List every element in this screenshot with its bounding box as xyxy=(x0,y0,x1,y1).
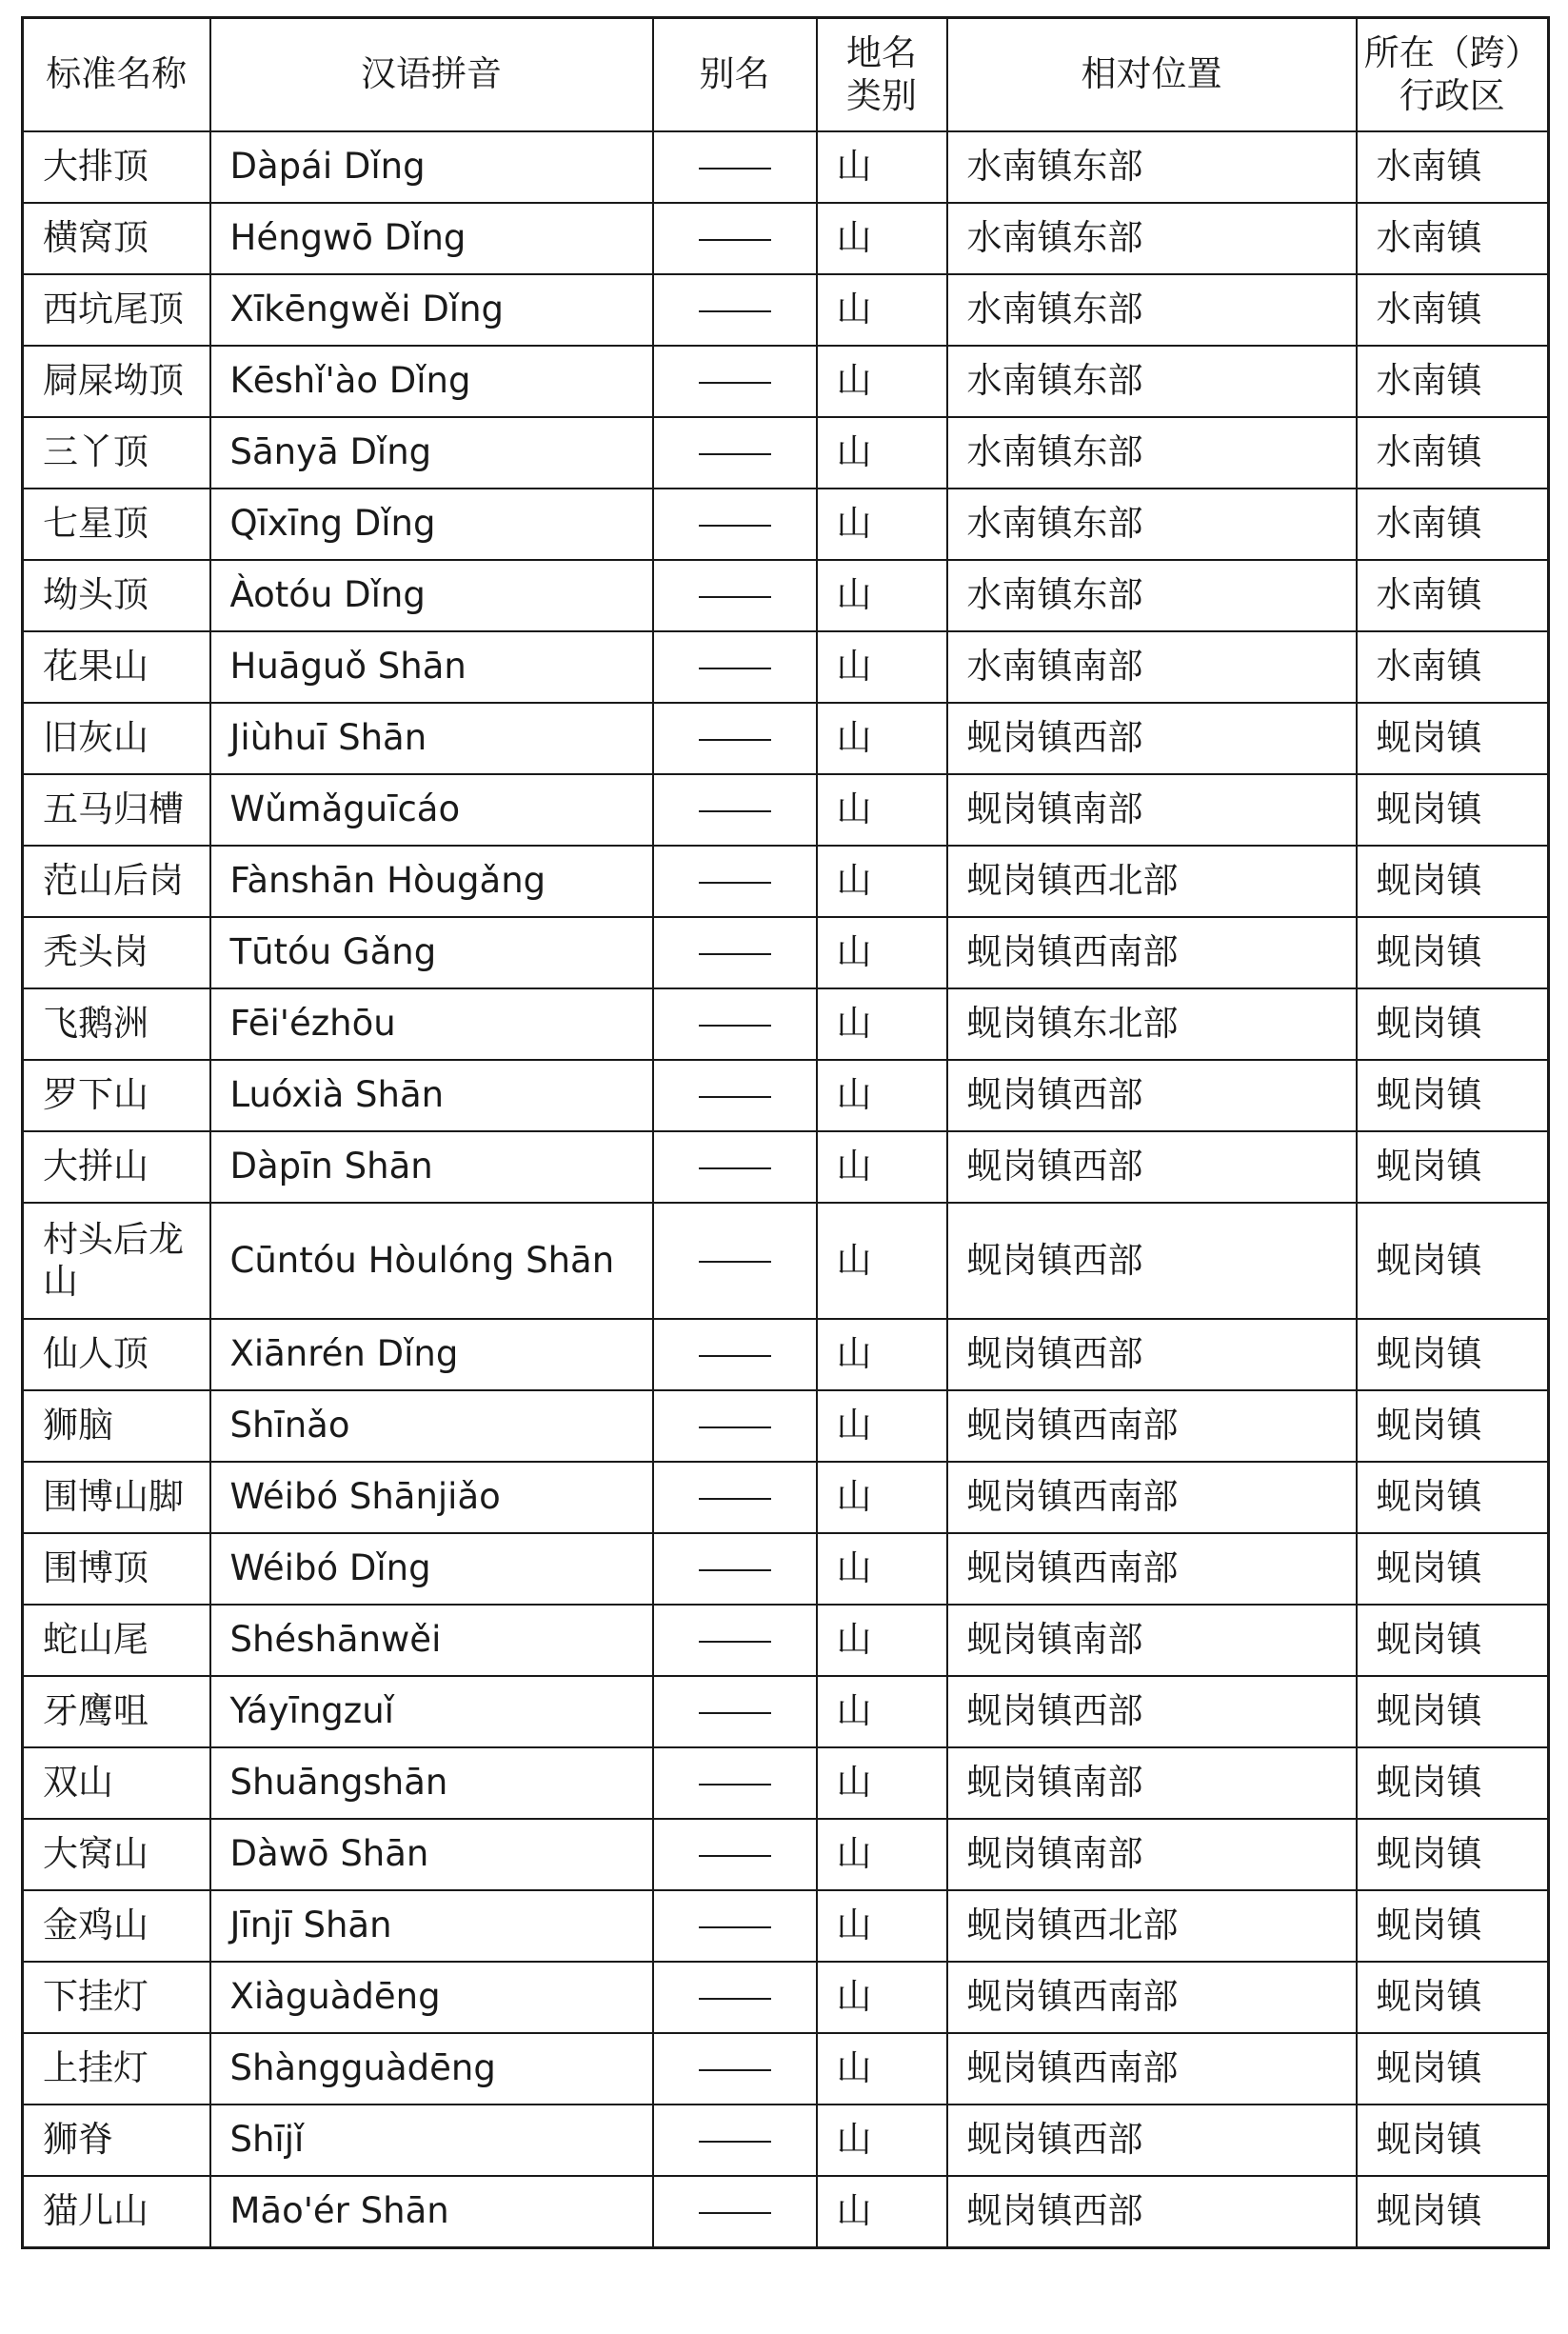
cell-admin-region: 水南镇 xyxy=(1357,131,1549,203)
alias-dash xyxy=(699,1025,771,1027)
table-row xyxy=(23,1203,1549,1319)
cell-place-type: 山 xyxy=(817,417,947,489)
cell-pinyin: Dàpái Dǐng xyxy=(210,131,653,203)
table-row xyxy=(23,1131,1549,1203)
cell-pinyin: Àotóu Dǐng xyxy=(210,560,653,631)
cell-place-type: 山 xyxy=(817,631,947,703)
cell-place-type: 山 xyxy=(817,917,947,988)
alias-dash xyxy=(699,668,771,669)
cell-relative-position: 蚬岗镇西部 xyxy=(947,1131,1357,1203)
cell-alias xyxy=(653,1819,817,1890)
cell-alias xyxy=(653,1890,817,1962)
cell-admin-region: 水南镇 xyxy=(1357,274,1549,346)
cell-alias xyxy=(653,1533,817,1605)
alias-dash xyxy=(699,1261,771,1263)
cell-standard-name: 上挂灯 xyxy=(23,2033,210,2105)
alias-dash xyxy=(699,1712,771,1714)
cell-standard-name: 罗下山 xyxy=(23,1060,210,1131)
cell-pinyin: Cūntóu Hòulóng Shān xyxy=(210,1203,653,1319)
cell-relative-position: 水南镇东部 xyxy=(947,274,1357,346)
alias-dash xyxy=(699,382,771,384)
table-row xyxy=(23,1462,1549,1533)
cell-standard-name: 牙鹰咀 xyxy=(23,1676,210,1747)
table-row xyxy=(23,1319,1549,1390)
cell-place-type: 山 xyxy=(817,1390,947,1462)
cell-relative-position: 蚬岗镇西南部 xyxy=(947,1533,1357,1605)
cell-pinyin: Yáyīngzuǐ xyxy=(210,1676,653,1747)
cell-place-type: 山 xyxy=(817,1319,947,1390)
cell-pinyin: Sānyā Dǐng xyxy=(210,417,653,489)
cell-alias xyxy=(653,2105,817,2176)
cell-alias xyxy=(653,1747,817,1819)
cell-pinyin: Shījǐ xyxy=(210,2105,653,2176)
cell-alias xyxy=(653,703,817,774)
cell-admin-region: 蚬岗镇 xyxy=(1357,774,1549,846)
cell-alias xyxy=(653,1605,817,1676)
cell-relative-position: 蚬岗镇西北部 xyxy=(947,1890,1357,1962)
table-row xyxy=(23,131,1549,203)
table-row xyxy=(23,346,1549,417)
cell-standard-name: 秃头岗 xyxy=(23,917,210,988)
cell-place-type: 山 xyxy=(817,1203,947,1319)
cell-standard-name: 花果山 xyxy=(23,631,210,703)
table-row xyxy=(23,846,1549,917)
cell-standard-name: 围博顶 xyxy=(23,1533,210,1605)
cell-pinyin: Luóxià Shān xyxy=(210,1060,653,1131)
cell-place-type: 山 xyxy=(817,2176,947,2248)
cell-place-type: 山 xyxy=(817,274,947,346)
alias-dash xyxy=(699,1355,771,1357)
cell-pinyin: Kēshǐ'ào Dǐng xyxy=(210,346,653,417)
cell-admin-region: 蚬岗镇 xyxy=(1357,1890,1549,1962)
table-row xyxy=(23,1060,1549,1131)
cell-pinyin: Fànshān Hòugǎng xyxy=(210,846,653,917)
table-row xyxy=(23,917,1549,988)
alias-dash xyxy=(699,310,771,312)
cell-relative-position: 蚬岗镇西南部 xyxy=(947,2033,1357,2105)
cell-admin-region: 蚬岗镇 xyxy=(1357,988,1549,1060)
cell-admin-region: 蚬岗镇 xyxy=(1357,2105,1549,2176)
cell-relative-position: 蚬岗镇东北部 xyxy=(947,988,1357,1060)
cell-pinyin: Shīnǎo xyxy=(210,1390,653,1462)
cell-standard-name: 七星顶 xyxy=(23,489,210,560)
table-row xyxy=(23,274,1549,346)
cell-standard-name: 三丫顶 xyxy=(23,417,210,489)
cell-standard-name: 狮脊 xyxy=(23,2105,210,2176)
alias-dash xyxy=(699,2212,771,2214)
cell-alias xyxy=(653,774,817,846)
cell-place-type: 山 xyxy=(817,203,947,274)
cell-relative-position: 蚬岗镇西部 xyxy=(947,2176,1357,2248)
cell-relative-position: 水南镇东部 xyxy=(947,346,1357,417)
cell-alias xyxy=(653,489,817,560)
cell-pinyin: Jiùhuī Shān xyxy=(210,703,653,774)
cell-alias xyxy=(653,1203,817,1319)
header-standard-name: 标准名称 xyxy=(23,18,210,132)
cell-pinyin: Dàwō Shān xyxy=(210,1819,653,1890)
alias-dash xyxy=(699,525,771,527)
header-relative-position: 相对位置 xyxy=(947,18,1357,132)
cell-standard-name: 坳头顶 xyxy=(23,560,210,631)
cell-place-type: 山 xyxy=(817,1131,947,1203)
cell-standard-name-line: 山 xyxy=(43,1261,78,1302)
cell-relative-position: 蚬岗镇西南部 xyxy=(947,1962,1357,2033)
table-row xyxy=(23,1676,1549,1747)
cell-relative-position: 水南镇东部 xyxy=(947,203,1357,274)
cell-relative-position: 水南镇东部 xyxy=(947,489,1357,560)
cell-admin-region: 蚬岗镇 xyxy=(1357,2176,1549,2248)
cell-pinyin: Shàngguàdēng xyxy=(210,2033,653,2105)
header-alias: 别名 xyxy=(653,18,817,132)
cell-standard-name-line: 村头后龙 xyxy=(43,1218,184,1260)
alias-dash xyxy=(699,739,771,741)
alias-dash xyxy=(699,1855,771,1857)
table-row xyxy=(23,1747,1549,1819)
cell-alias xyxy=(653,1462,817,1533)
cell-alias xyxy=(653,2033,817,2105)
cell-admin-region: 水南镇 xyxy=(1357,489,1549,560)
header-place-type-line2: 类别 xyxy=(846,74,917,116)
cell-place-type: 山 xyxy=(817,346,947,417)
cell-standard-name: 狮脑 xyxy=(23,1390,210,1462)
cell-admin-region: 蚬岗镇 xyxy=(1357,1962,1549,2033)
cell-standard-name: 下挂灯 xyxy=(23,1962,210,2033)
table-row xyxy=(23,703,1549,774)
cell-standard-name: 横窝顶 xyxy=(23,203,210,274)
table-row xyxy=(23,417,1549,489)
table-row xyxy=(23,489,1549,560)
cell-alias xyxy=(653,1962,817,2033)
alias-dash xyxy=(699,1998,771,2000)
alias-dash xyxy=(699,168,771,170)
cell-admin-region: 蚬岗镇 xyxy=(1357,1390,1549,1462)
cell-pinyin: Héngwō Dǐng xyxy=(210,203,653,274)
cell-relative-position: 水南镇南部 xyxy=(947,631,1357,703)
cell-place-type: 山 xyxy=(817,1962,947,2033)
cell-place-type: 山 xyxy=(817,774,947,846)
table-row xyxy=(23,631,1549,703)
header-place-type-line1: 地名 xyxy=(846,32,917,74)
cell-relative-position: 蚬岗镇西南部 xyxy=(947,1462,1357,1533)
cell-alias xyxy=(653,560,817,631)
alias-dash xyxy=(699,1426,771,1428)
cell-relative-position: 蚬岗镇西南部 xyxy=(947,917,1357,988)
cell-relative-position: 蚬岗镇西部 xyxy=(947,1060,1357,1131)
table-body xyxy=(23,131,1549,2248)
cell-admin-region: 蚬岗镇 xyxy=(1357,1203,1549,1319)
cell-admin-region: 蚬岗镇 xyxy=(1357,1819,1549,1890)
cell-alias xyxy=(653,417,817,489)
cell-place-type: 山 xyxy=(817,2105,947,2176)
cell-admin-region: 蚬岗镇 xyxy=(1357,846,1549,917)
cell-place-type: 山 xyxy=(817,1060,947,1131)
cell-admin-region: 水南镇 xyxy=(1357,560,1549,631)
cell-relative-position: 水南镇东部 xyxy=(947,131,1357,203)
alias-dash xyxy=(699,1926,771,1928)
cell-alias xyxy=(653,346,817,417)
cell-pinyin: Shéshānwěi xyxy=(210,1605,653,1676)
header-place-type xyxy=(817,18,947,132)
cell-standard-name: 范山后岗 xyxy=(23,846,210,917)
cell-relative-position: 蚬岗镇南部 xyxy=(947,1605,1357,1676)
table-row xyxy=(23,203,1549,274)
cell-relative-position: 蚬岗镇西南部 xyxy=(947,1390,1357,1462)
table-row xyxy=(23,1390,1549,1462)
cell-alias xyxy=(653,846,817,917)
table-row xyxy=(23,1533,1549,1605)
cell-alias xyxy=(653,631,817,703)
cell-relative-position: 水南镇东部 xyxy=(947,417,1357,489)
cell-place-type: 山 xyxy=(817,1676,947,1747)
cell-pinyin: Qīxīng Dǐng xyxy=(210,489,653,560)
cell-standard-name: 大拼山 xyxy=(23,1131,210,1203)
table-row xyxy=(23,988,1549,1060)
table-row xyxy=(23,1962,1549,2033)
cell-standard-name: 大排顶 xyxy=(23,131,210,203)
header-admin-region-line1: 所在（跨） xyxy=(1363,32,1540,74)
cell-place-type: 山 xyxy=(817,846,947,917)
table-header xyxy=(23,18,1549,132)
alias-dash xyxy=(699,453,771,455)
cell-admin-region: 水南镇 xyxy=(1357,631,1549,703)
alias-dash xyxy=(699,1641,771,1643)
cell-relative-position: 蚬岗镇南部 xyxy=(947,1819,1357,1890)
cell-relative-position: 蚬岗镇南部 xyxy=(947,1747,1357,1819)
cell-admin-region: 水南镇 xyxy=(1357,417,1549,489)
alias-dash xyxy=(699,596,771,598)
cell-standard-name: 西坑尾顶 xyxy=(23,274,210,346)
cell-place-type: 山 xyxy=(817,988,947,1060)
cell-pinyin: Fēi'ézhōu xyxy=(210,988,653,1060)
cell-pinyin: Dàpīn Shān xyxy=(210,1131,653,1203)
cell-admin-region: 蚬岗镇 xyxy=(1357,1131,1549,1203)
cell-pinyin: Wǔmǎguīcáo xyxy=(210,774,653,846)
cell-standard-name: 仙人顶 xyxy=(23,1319,210,1390)
cell-standard-name: 五马归槽 xyxy=(23,774,210,846)
cell-place-type: 山 xyxy=(817,489,947,560)
cell-alias xyxy=(653,1319,817,1390)
alias-dash xyxy=(699,1498,771,1500)
header-admin-region-line2: 行政区 xyxy=(1399,74,1505,116)
cell-admin-region: 蚬岗镇 xyxy=(1357,1319,1549,1390)
cell-standard-name: 猫儿山 xyxy=(23,2176,210,2248)
alias-dash xyxy=(699,2141,771,2143)
cell-pinyin: Xiàguàdēng xyxy=(210,1962,653,2033)
cell-admin-region: 蚬岗镇 xyxy=(1357,703,1549,774)
cell-pinyin: Xīkēngwěi Dǐng xyxy=(210,274,653,346)
cell-admin-region: 蚬岗镇 xyxy=(1357,1747,1549,1819)
alias-dash xyxy=(699,953,771,955)
cell-alias xyxy=(653,131,817,203)
header-admin-region xyxy=(1357,18,1549,132)
cell-pinyin: Xiānrén Dǐng xyxy=(210,1319,653,1390)
cell-place-type: 山 xyxy=(817,560,947,631)
cell-alias xyxy=(653,2176,817,2248)
cell-admin-region: 蚬岗镇 xyxy=(1357,1462,1549,1533)
cell-pinyin: Shuāngshān xyxy=(210,1747,653,1819)
cell-alias xyxy=(653,1060,817,1131)
header-row xyxy=(23,18,1549,132)
alias-dash xyxy=(699,239,771,241)
place-name-table xyxy=(21,16,1550,2249)
cell-admin-region: 蚬岗镇 xyxy=(1357,917,1549,988)
cell-alias xyxy=(653,274,817,346)
alias-dash xyxy=(699,1784,771,1785)
table-row xyxy=(23,1819,1549,1890)
gazetteer-page xyxy=(21,16,1547,2249)
table-row xyxy=(23,1605,1549,1676)
cell-relative-position: 蚬岗镇西部 xyxy=(947,2105,1357,2176)
table-row xyxy=(23,560,1549,631)
cell-admin-region: 蚬岗镇 xyxy=(1357,2033,1549,2105)
alias-dash xyxy=(699,882,771,884)
table-row xyxy=(23,774,1549,846)
cell-alias xyxy=(653,1131,817,1203)
table-row xyxy=(23,2176,1549,2248)
cell-standard-name: 双山 xyxy=(23,1747,210,1819)
cell-pinyin: Wéibó Dǐng xyxy=(210,1533,653,1605)
cell-relative-position: 水南镇东部 xyxy=(947,560,1357,631)
cell-relative-position: 蚬岗镇西部 xyxy=(947,703,1357,774)
cell-place-type: 山 xyxy=(817,131,947,203)
cell-place-type: 山 xyxy=(817,1890,947,1962)
alias-dash xyxy=(699,2069,771,2071)
cell-admin-region: 蚬岗镇 xyxy=(1357,1060,1549,1131)
cell-alias xyxy=(653,1390,817,1462)
cell-alias xyxy=(653,203,817,274)
cell-place-type: 山 xyxy=(817,2033,947,2105)
table-row xyxy=(23,2033,1549,2105)
cell-place-type: 山 xyxy=(817,1533,947,1605)
cell-relative-position: 蚬岗镇南部 xyxy=(947,774,1357,846)
cell-pinyin: Tūtóu Gǎng xyxy=(210,917,653,988)
cell-admin-region: 蚬岗镇 xyxy=(1357,1605,1549,1676)
cell-pinyin: Wéibó Shānjiǎo xyxy=(210,1462,653,1533)
cell-pinyin: Huāguǒ Shān xyxy=(210,631,653,703)
alias-dash xyxy=(699,1167,771,1169)
cell-standard-name xyxy=(23,1203,210,1319)
cell-admin-region: 水南镇 xyxy=(1357,203,1549,274)
cell-admin-region: 水南镇 xyxy=(1357,346,1549,417)
cell-relative-position: 蚬岗镇西北部 xyxy=(947,846,1357,917)
cell-standard-name: 旧灰山 xyxy=(23,703,210,774)
cell-place-type: 山 xyxy=(817,1605,947,1676)
alias-dash xyxy=(699,1569,771,1571)
header-pinyin: 汉语拼音 xyxy=(210,18,653,132)
cell-standard-name: 金鸡山 xyxy=(23,1890,210,1962)
cell-alias xyxy=(653,917,817,988)
table-row xyxy=(23,1890,1549,1962)
cell-alias xyxy=(653,988,817,1060)
cell-pinyin: Jīnjī Shān xyxy=(210,1890,653,1962)
cell-relative-position: 蚬岗镇西部 xyxy=(947,1676,1357,1747)
table-row xyxy=(23,2105,1549,2176)
cell-relative-position: 蚬岗镇西部 xyxy=(947,1319,1357,1390)
cell-admin-region: 蚬岗镇 xyxy=(1357,1533,1549,1605)
cell-place-type: 山 xyxy=(817,703,947,774)
cell-place-type: 山 xyxy=(817,1747,947,1819)
cell-place-type: 山 xyxy=(817,1462,947,1533)
cell-standard-name: 围博山脚 xyxy=(23,1462,210,1533)
cell-standard-name: 大窝山 xyxy=(23,1819,210,1890)
cell-standard-name: 蛇山尾 xyxy=(23,1605,210,1676)
cell-relative-position: 蚬岗镇西部 xyxy=(947,1203,1357,1319)
cell-standard-name: 屙屎坳顶 xyxy=(23,346,210,417)
cell-pinyin: Māo'ér Shān xyxy=(210,2176,653,2248)
cell-alias xyxy=(653,1676,817,1747)
cell-admin-region: 蚬岗镇 xyxy=(1357,1676,1549,1747)
cell-place-type: 山 xyxy=(817,1819,947,1890)
cell-standard-name: 飞鹅洲 xyxy=(23,988,210,1060)
alias-dash xyxy=(699,1096,771,1098)
alias-dash xyxy=(699,810,771,812)
